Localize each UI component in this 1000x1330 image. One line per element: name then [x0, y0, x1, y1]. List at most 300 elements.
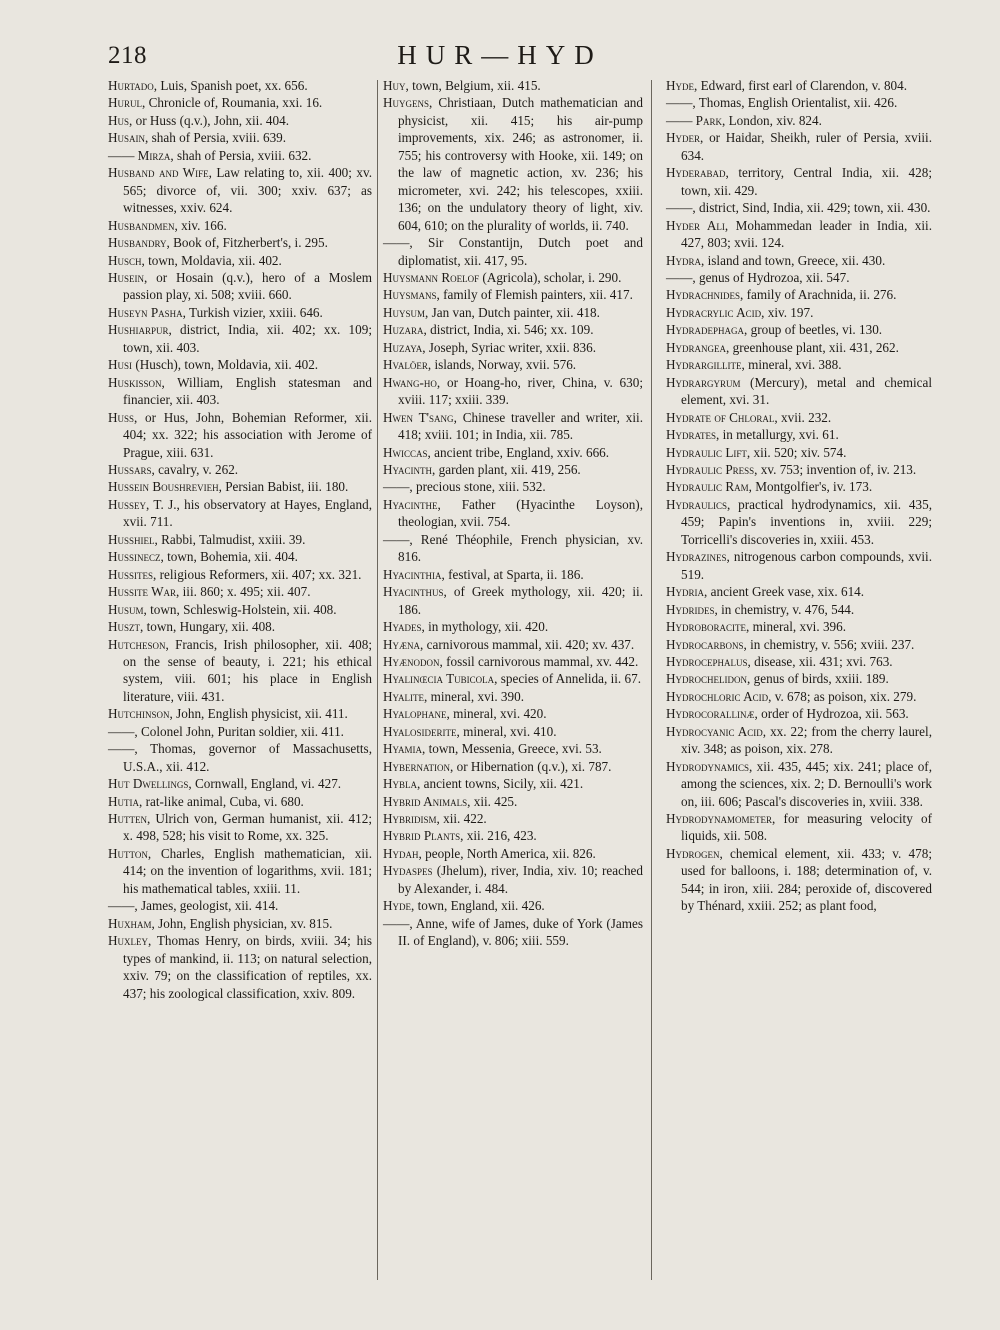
entry-headword: Hurtado	[108, 78, 154, 93]
entry-text: ——, genus of Hydrozoa, xii. 547.	[666, 269, 850, 285]
entry-headword: Husch	[108, 252, 142, 268]
index-entry	[666, 601, 932, 618]
index-entry	[383, 793, 643, 810]
index-entry	[108, 94, 372, 111]
index-entry	[108, 409, 372, 461]
entry-headword: Hydroboracite	[666, 619, 747, 635]
index-entry	[666, 217, 932, 252]
index-entry	[666, 548, 932, 583]
index-entry	[108, 845, 372, 897]
entry-text: , Montgolfier's, iv. 173.	[748, 479, 873, 495]
index-entry	[666, 252, 932, 269]
entry-text: , Persian Babist, iii. 180.	[218, 479, 349, 495]
entry-headword: Hyalite	[383, 688, 425, 704]
entry-headword: —— Park	[666, 112, 723, 128]
entry-text: ——, James, geologist, xii. 414.	[108, 898, 279, 914]
entry-text: , mineral, xvi. 390.	[424, 688, 525, 704]
entry-headword: Hurul	[108, 95, 143, 111]
index-entry	[383, 810, 643, 827]
index-entry	[666, 199, 932, 216]
index-entry	[108, 810, 372, 845]
index-entry	[108, 583, 372, 600]
index-entry	[666, 94, 932, 111]
entry-text: , fossil carnivorous mammal, xv. 442.	[439, 653, 639, 669]
entry-headword: Hussites	[108, 566, 154, 582]
entry-headword: Huseyn Pasha	[108, 304, 183, 320]
entry-text: (Husch), town, Moldavia, xii. 402.	[132, 357, 319, 373]
entry-headword: Huxley	[108, 933, 149, 949]
index-entry	[383, 339, 643, 356]
entry-text: , Luis, Spanish poet, xx. 656.	[153, 78, 308, 93]
entry-headword: Huy	[383, 78, 406, 93]
entry-text: , island and town, Greece, xii. 430.	[701, 252, 886, 268]
entry-headword: Huskisson	[108, 374, 162, 390]
entry-headword: Hydrocarbons	[666, 636, 744, 652]
entry-headword: Hyder	[666, 130, 701, 146]
index-entry	[383, 897, 643, 914]
entry-headword: Hydrangea	[666, 339, 727, 355]
index-entry	[108, 77, 372, 94]
entry-headword: Hyalinœcia Tubicola	[383, 671, 495, 687]
entry-text: , of Greek mythology, xii. 420; ii. 186.	[398, 584, 643, 617]
index-entry	[108, 775, 372, 792]
entry-headword: Huygens	[383, 95, 430, 111]
entry-headword: Hwiccas	[383, 444, 428, 460]
entry-headword: Husband and Wife	[108, 165, 209, 181]
index-entry	[108, 531, 372, 548]
page-number: 218	[108, 42, 147, 69]
index-entry	[108, 304, 372, 321]
entry-headword: Hwen T'sang	[383, 409, 454, 425]
entry-text: , or Hus, John, Bohemian Reformer, xii. 404; xx. 322; his association with Jerome of Prague, xiii. 631.	[123, 409, 372, 460]
index-entry	[666, 321, 932, 338]
entry-text: , disease, xii. 431; xvi. 763.	[747, 653, 893, 669]
entry-text: , mineral, xvi. 410.	[456, 723, 557, 739]
entry-text: , Charles, English mathematician, xii. 414; on the invention of logarithms, xvii. 181; his mathematical tables, xxiii. 11.	[123, 845, 372, 896]
entry-text: , islands, Norway, xvii. 576.	[427, 357, 577, 373]
entry-text: , Thomas Henry, on birds, xviii. 34; his types of mankind, ii. 113; on natural selection, xxiv. 79; on the classification of reptiles, xx. 437; his zoological classification, xxiv. 809.	[123, 933, 372, 1001]
entry-text: , or Hosain (q.v.), hero of a Moslem passion play, xi. 508; xviii. 660.	[123, 269, 372, 303]
entry-headword: Hydrate of Chloral	[666, 409, 775, 425]
entry-headword: Hydrargyrum	[666, 374, 741, 390]
index-entry	[383, 356, 643, 373]
entry-headword: Hutcheson	[108, 636, 166, 652]
index-entry	[108, 723, 372, 740]
index-column-3	[666, 77, 932, 915]
index-entry	[666, 444, 932, 461]
entry-headword: Hushiarpur	[108, 322, 169, 338]
index-entry	[108, 374, 372, 409]
index-entry	[108, 269, 372, 304]
index-entry	[666, 426, 932, 443]
index-entry	[383, 740, 643, 757]
entry-headword: Hydria	[666, 584, 705, 600]
entry-headword: Hydrodynamics	[666, 758, 750, 774]
entry-headword: Hutchinson	[108, 706, 170, 722]
entry-headword: Husbandmen	[108, 217, 175, 233]
entry-text: , order of Hydrozoa, xii. 563.	[754, 706, 909, 722]
entry-text: , mineral, xvi. 388.	[741, 357, 842, 373]
index-entry	[383, 321, 643, 338]
entry-text: , Jan van, Dutch painter, xii. 418.	[425, 304, 600, 320]
entry-headword: Hydraulic Press	[666, 461, 755, 477]
entry-headword: Hyæna	[383, 636, 421, 652]
index-entry	[383, 862, 643, 897]
entry-text: , town, England, xii. 426.	[411, 898, 545, 914]
index-entry	[383, 705, 643, 722]
index-entry	[383, 374, 643, 409]
index-entry	[383, 688, 643, 705]
entry-text: , Cornwall, England, vi. 427.	[188, 776, 342, 792]
entry-headword: Hybernation	[383, 758, 451, 774]
index-column-2	[383, 77, 643, 950]
entry-headword: Hydra	[666, 252, 702, 268]
index-entry	[383, 566, 643, 583]
index-entry	[666, 688, 932, 705]
entry-headword: Hutten	[108, 811, 148, 827]
index-entry	[383, 845, 643, 862]
index-entry	[108, 252, 372, 269]
index-entry	[383, 94, 643, 234]
entry-text: , London, xiv. 824.	[722, 112, 822, 128]
entry-text: , genus of birds, xxiii. 189.	[747, 671, 889, 687]
running-head: HUR—HYD	[397, 40, 603, 70]
entry-text: , district, India, xi. 546; xx. 109.	[423, 322, 594, 338]
index-entry	[108, 793, 372, 810]
index-entry	[383, 775, 643, 792]
entry-headword: Hydrochelidon	[666, 671, 748, 687]
entry-headword: Hussars	[108, 461, 152, 477]
index-entry	[383, 618, 643, 635]
index-entry	[383, 77, 643, 94]
index-entry	[108, 897, 372, 914]
entry-headword: Hydaspes	[383, 863, 433, 879]
entry-text: , town, Bohemia, xii. 404.	[160, 549, 298, 565]
entry-text: , family of Arachnida, ii. 276.	[740, 287, 897, 303]
index-entry	[383, 409, 643, 444]
index-entry	[383, 269, 643, 286]
entry-headword: Hydrogen	[666, 845, 720, 861]
entry-text: , xv. 753; invention of, iv. 213.	[754, 461, 917, 477]
entry-text: , Edward, first earl of Clarendon, v. 804.	[694, 78, 908, 93]
entry-headword: Hyalosiderite	[383, 723, 457, 739]
entry-text: , Rabbi, Talmudist, xxiii. 39.	[154, 531, 306, 547]
index-entry	[666, 374, 932, 409]
entry-headword: Huzara	[383, 322, 424, 338]
index-entry	[383, 304, 643, 321]
index-entry	[383, 531, 643, 566]
entry-text: , for measuring velocity of liquids, xii. 508.	[681, 811, 932, 844]
index-entry	[383, 286, 643, 303]
entry-text: , or Huss (q.v.), John, xii. 404.	[129, 112, 289, 128]
entry-headword: Hyderabad	[666, 165, 726, 181]
entry-text: , garden plant, xii. 419, 256.	[432, 461, 581, 477]
entry-headword: Hydrodynamometer	[666, 811, 773, 827]
index-entry	[666, 653, 932, 670]
index-entry	[666, 339, 932, 356]
index-entry	[383, 670, 643, 687]
entry-headword: Hydrates	[666, 427, 717, 443]
entry-text: , Joseph, Syriac writer, xxii. 836.	[422, 339, 597, 355]
entry-headword: Hussinecz	[108, 549, 161, 565]
index-entry	[108, 496, 372, 531]
index-entry	[666, 77, 932, 94]
entry-text: , Chinese traveller and writer, xii. 418; xviii. 101; in India, xii. 785.	[398, 409, 643, 443]
entry-headword: Hyamia	[383, 741, 423, 757]
index-entry	[108, 461, 372, 478]
entry-headword: Huysmann Roelof	[383, 269, 480, 285]
index-entry	[383, 653, 643, 670]
entry-text: , John, English physician, xv. 815.	[151, 915, 333, 931]
index-entry	[383, 461, 643, 478]
entry-text: , religious Reformers, xii. 407; xx. 321.	[153, 566, 362, 582]
index-entry	[666, 129, 932, 164]
index-entry	[108, 548, 372, 565]
entry-text: , group of beetles, vi. 130.	[744, 322, 883, 338]
entry-headword: Hydraulic Lift	[666, 444, 747, 460]
index-entry	[666, 409, 932, 426]
entry-text: , Francis, Irish philosopher, xii. 408; on the sense of beauty, i. 221; his ethical system, viii. 601; his place in English literature, viii. 431.	[123, 636, 372, 704]
index-entry	[108, 356, 372, 373]
index-entry	[383, 478, 643, 495]
index-entry	[383, 827, 643, 844]
entry-text: , xii. 216, 423.	[460, 828, 537, 844]
entry-text: , v. 678; as poison, xix. 279.	[768, 688, 917, 704]
index-entry	[383, 234, 643, 269]
entry-headword: Hussein Boushrevieh	[108, 479, 219, 495]
entry-text: ——, Colonel John, Puritan soldier, xii. 411.	[108, 723, 344, 739]
entry-headword: Hyades	[383, 619, 422, 635]
entry-text: , iii. 860; x. 495; xii. 407.	[176, 584, 311, 600]
entry-headword: Hydrargillite	[666, 357, 742, 373]
index-entry	[666, 723, 932, 758]
entry-headword: Hyder Ali	[666, 217, 725, 233]
entry-text: ——, Thomas, governor of Massachusetts, U.S.A., xii. 412.	[108, 741, 372, 774]
entry-text: , Turkish vizier, xxiii. 646.	[182, 304, 323, 320]
entry-text: , Mohammedan leader in India, xii. 427, 803; xvii. 124.	[681, 217, 932, 251]
index-entry	[108, 217, 372, 234]
index-entry	[108, 705, 372, 722]
entry-text: , mineral, xvi. 396.	[746, 619, 847, 635]
entry-text: , rat-like animal, Cuba, vi. 680.	[139, 793, 304, 809]
entry-headword: Hwang-ho	[383, 374, 437, 390]
entry-headword: Hussey	[108, 496, 147, 512]
entry-text: , William, English statesman and financier, xii. 403.	[123, 374, 372, 408]
entry-text: , in chemistry, v. 556; xviii. 237.	[743, 636, 915, 652]
entry-headword: Huszt	[108, 619, 141, 635]
entry-headword: Hutton	[108, 845, 148, 861]
entry-text: (Jhelum), river, India, xiv. 10; reached by Alexander, i. 484.	[398, 863, 643, 896]
index-entry	[666, 269, 932, 286]
entry-headword: Hyde	[666, 78, 695, 93]
entry-text: , practical hydrodynamics, xii. 435, 459; Papin's inventions in, xviii. 229; Torricelli's discoveries in, xxiii. 453.	[681, 496, 932, 547]
index-entry	[108, 740, 372, 775]
entry-text: , greenhouse plant, xii. 431, 262.	[726, 339, 899, 355]
entry-text: , town, Schleswig-Holstein, xii. 408.	[143, 601, 337, 617]
entry-headword: Hvalöer	[383, 357, 428, 373]
index-entry	[666, 461, 932, 478]
entry-text: , carnivorous mammal, xii. 420; xv. 437.	[420, 636, 635, 652]
entry-text: , shah of Persia, xviii. 639.	[145, 130, 287, 146]
entry-headword: Huysmans	[383, 287, 437, 303]
entry-headword: Husshiel	[108, 531, 155, 547]
index-entry	[383, 758, 643, 775]
index-entry	[666, 845, 932, 915]
entry-text: , town, Messenia, Greece, xvi. 53.	[422, 741, 602, 757]
entry-text: , xii. 425.	[467, 793, 518, 809]
entry-text: , xvii. 232.	[774, 409, 832, 425]
entry-headword: Husain	[108, 130, 146, 146]
entry-text: , xiv. 197.	[761, 304, 814, 320]
index-entry	[383, 723, 643, 740]
entry-headword: Hyacinthus	[383, 584, 444, 600]
index-entry	[666, 636, 932, 653]
entry-text: , T. J., his observatory at Hayes, England, xvii. 711.	[123, 496, 372, 530]
entry-headword: Hybla	[383, 776, 418, 792]
index-entry	[108, 129, 372, 146]
index-entry	[383, 496, 643, 531]
index-entry	[666, 356, 932, 373]
index-entry	[666, 670, 932, 687]
entry-text: , family of Flemish painters, xii. 417.	[436, 287, 633, 303]
entry-headword: Husein	[108, 269, 145, 285]
entry-text: ——, Anne, wife of James, duke of York (James II. of England), v. 806; xiii. 559.	[383, 915, 643, 949]
column-divider	[377, 80, 378, 1280]
entry-headword: Hyacinthe	[383, 496, 438, 512]
entry-headword: Hydah	[383, 845, 419, 861]
entry-headword: Hyænodon	[383, 653, 440, 669]
entry-headword: Hybrid Plants	[383, 828, 461, 844]
entry-headword: Hydracrylic Acid	[666, 304, 762, 320]
entry-text: ——, district, Sind, India, xii. 429; town, xii. 430.	[666, 200, 931, 216]
entry-text: , xii. 520; xiv. 574.	[746, 444, 847, 460]
entry-headword: Hyde	[383, 898, 412, 914]
entry-text: , or Hoang-ho, river, China, v. 630; xviii. 117; xxiii. 339.	[398, 374, 643, 408]
index-entry	[383, 636, 643, 653]
index-entry	[666, 286, 932, 303]
entry-headword: Huzaya	[383, 339, 423, 355]
entry-headword: Hydrocyanic Acid	[666, 723, 763, 739]
index-column-1	[108, 77, 372, 1002]
index-entry	[666, 583, 932, 600]
entry-text: (Agricola), scholar, i. 290.	[479, 269, 622, 285]
index-entry	[666, 705, 932, 722]
index-entry	[108, 112, 372, 129]
entry-text: , town, Belgium, xii. 415.	[405, 78, 541, 93]
entry-headword: Hus	[108, 112, 130, 128]
entry-headword: Hydrocorallinæ	[666, 706, 755, 722]
entry-text: ——, René Théophile, French physician, xv. 816.	[383, 531, 643, 565]
entry-headword: Hydrazines	[666, 549, 727, 565]
index-entry	[383, 583, 643, 618]
entry-headword: Hydradephaga	[666, 322, 745, 338]
entry-text: , Law relating to, xii. 400; xv. 565; divorce of, vii. 300; xxiv. 637; as witnesses, xxiv. 624.	[123, 165, 372, 216]
entry-text: , shah of Persia, xviii. 632.	[170, 147, 312, 163]
entry-text: , John, English physicist, xii. 411.	[169, 706, 348, 722]
index-entry	[666, 112, 932, 129]
entry-text: , xii. 435, 445; xix. 241; place of, among the sciences, xix. 2; D. Bernoulli's work on, iii. 606; Pascal's discoveries in, xviii. 338.	[681, 758, 932, 809]
entry-headword: Hydrides	[666, 601, 715, 617]
entry-text: , Father (Hyacinthe Loyson), theologian, xvii. 754.	[398, 496, 643, 530]
index-entry	[108, 234, 372, 251]
entry-headword: Hybridism	[383, 811, 437, 827]
entry-headword: Huysum	[383, 304, 426, 320]
index-entry	[108, 566, 372, 583]
entry-text: , xiv. 166.	[174, 217, 227, 233]
entry-headword: Hyacinthia	[383, 566, 442, 582]
index-entry	[666, 810, 932, 845]
entry-text: , town, Moldavia, xii. 402.	[141, 252, 282, 268]
entry-text: , xii. 422.	[436, 811, 487, 827]
index-entry	[108, 636, 372, 706]
entry-headword: Hybrid Animals	[383, 793, 468, 809]
entry-headword: —— Mirza	[108, 147, 171, 163]
entry-text: , in chemistry, v. 476, 544.	[714, 601, 855, 617]
entry-text: , Book of, Fitzherbert's, i. 295.	[166, 235, 328, 251]
entry-text: , Christiaan, Dutch mathematician and physicist, xii. 415; his air-pump improvements, xix. 246; as astronomer, ii. 755; his controversy with Hooke, xii. 149; on the law of magnetic action, xv. 236; his micrometer, xvi. 242; his telescopes, xxiii. 136; on the undulatory theory of light, xiv. 604, 610; on the plurality of worlds, ii. 740.	[398, 95, 643, 233]
entry-headword: Hutia	[108, 793, 140, 809]
entry-headword: Hydrocephalus	[666, 653, 748, 669]
index-entry	[108, 321, 372, 356]
entry-text: ——, Sir Constantijn, Dutch poet and diplomatist, xii. 417, 95.	[383, 235, 643, 268]
entry-headword: Huss	[108, 409, 135, 425]
entry-headword: Hydrachnides	[666, 287, 741, 303]
index-entry	[666, 304, 932, 321]
entry-text: , mineral, xvi. 420.	[446, 706, 547, 722]
index-entry	[108, 164, 372, 216]
entry-headword: Husum	[108, 601, 144, 617]
entry-headword: Hyacinth	[383, 461, 433, 477]
entry-text: , Ulrich von, German humanist, xii. 412; x. 498, 528; his visit to Rome, xx. 325.	[123, 811, 372, 844]
entry-text: , in mythology, xii. 420.	[421, 619, 549, 635]
entry-text: , ancient Greek vase, xix. 614.	[704, 584, 865, 600]
index-entry	[108, 601, 372, 618]
index-entry	[108, 618, 372, 635]
entry-headword: Hydraulics	[666, 496, 728, 512]
index-entry	[108, 932, 372, 1002]
entry-text: , xx. 22; from the cherry laurel, xiv. 348; as poison, xix. 278.	[681, 723, 932, 757]
entry-text: (Mercury), metal and chemical element, xvi. 31.	[681, 374, 932, 408]
index-entry	[666, 496, 932, 548]
index-entry	[108, 147, 372, 164]
entry-text: , territory, Central India, xii. 428; town, xii. 429.	[681, 165, 932, 198]
entry-headword: Hussite War	[108, 584, 177, 600]
entry-text: , ancient towns, Sicily, xii. 421.	[417, 776, 584, 792]
entry-text: , people, North America, xii. 826.	[418, 845, 596, 861]
index-entry	[666, 758, 932, 810]
entry-headword: Hydraulic Ram	[666, 479, 749, 495]
entry-headword: Husbandry	[108, 235, 167, 251]
entry-text: , district, India, xii. 402; xx. 109; town, xii. 403.	[123, 322, 372, 355]
entry-text: , festival, at Sparta, ii. 186.	[441, 566, 584, 582]
index-entry	[108, 478, 372, 495]
entry-headword: Hyalophane	[383, 706, 447, 722]
entry-text: , or Haidar, Sheikh, ruler of Persia, xviii. 634.	[681, 130, 932, 163]
index-entry	[108, 915, 372, 932]
index-entry	[666, 618, 932, 635]
column-divider	[651, 80, 652, 1280]
index-entry	[383, 444, 643, 461]
entry-text: ——, Thomas, English Orientalist, xii. 426.	[666, 95, 898, 111]
index-entry	[666, 478, 932, 495]
entry-text: ——, precious stone, xiii. 532.	[383, 479, 546, 495]
entry-headword: Hut Dwellings	[108, 776, 189, 792]
entry-text: , or Hibernation (q.v.), xi. 787.	[450, 758, 612, 774]
index-entry	[666, 164, 932, 199]
entry-headword: Hydrochloric Acid	[666, 688, 769, 704]
entry-headword: Huxham	[108, 915, 152, 931]
entry-text: , cavalry, v. 262.	[151, 461, 239, 477]
